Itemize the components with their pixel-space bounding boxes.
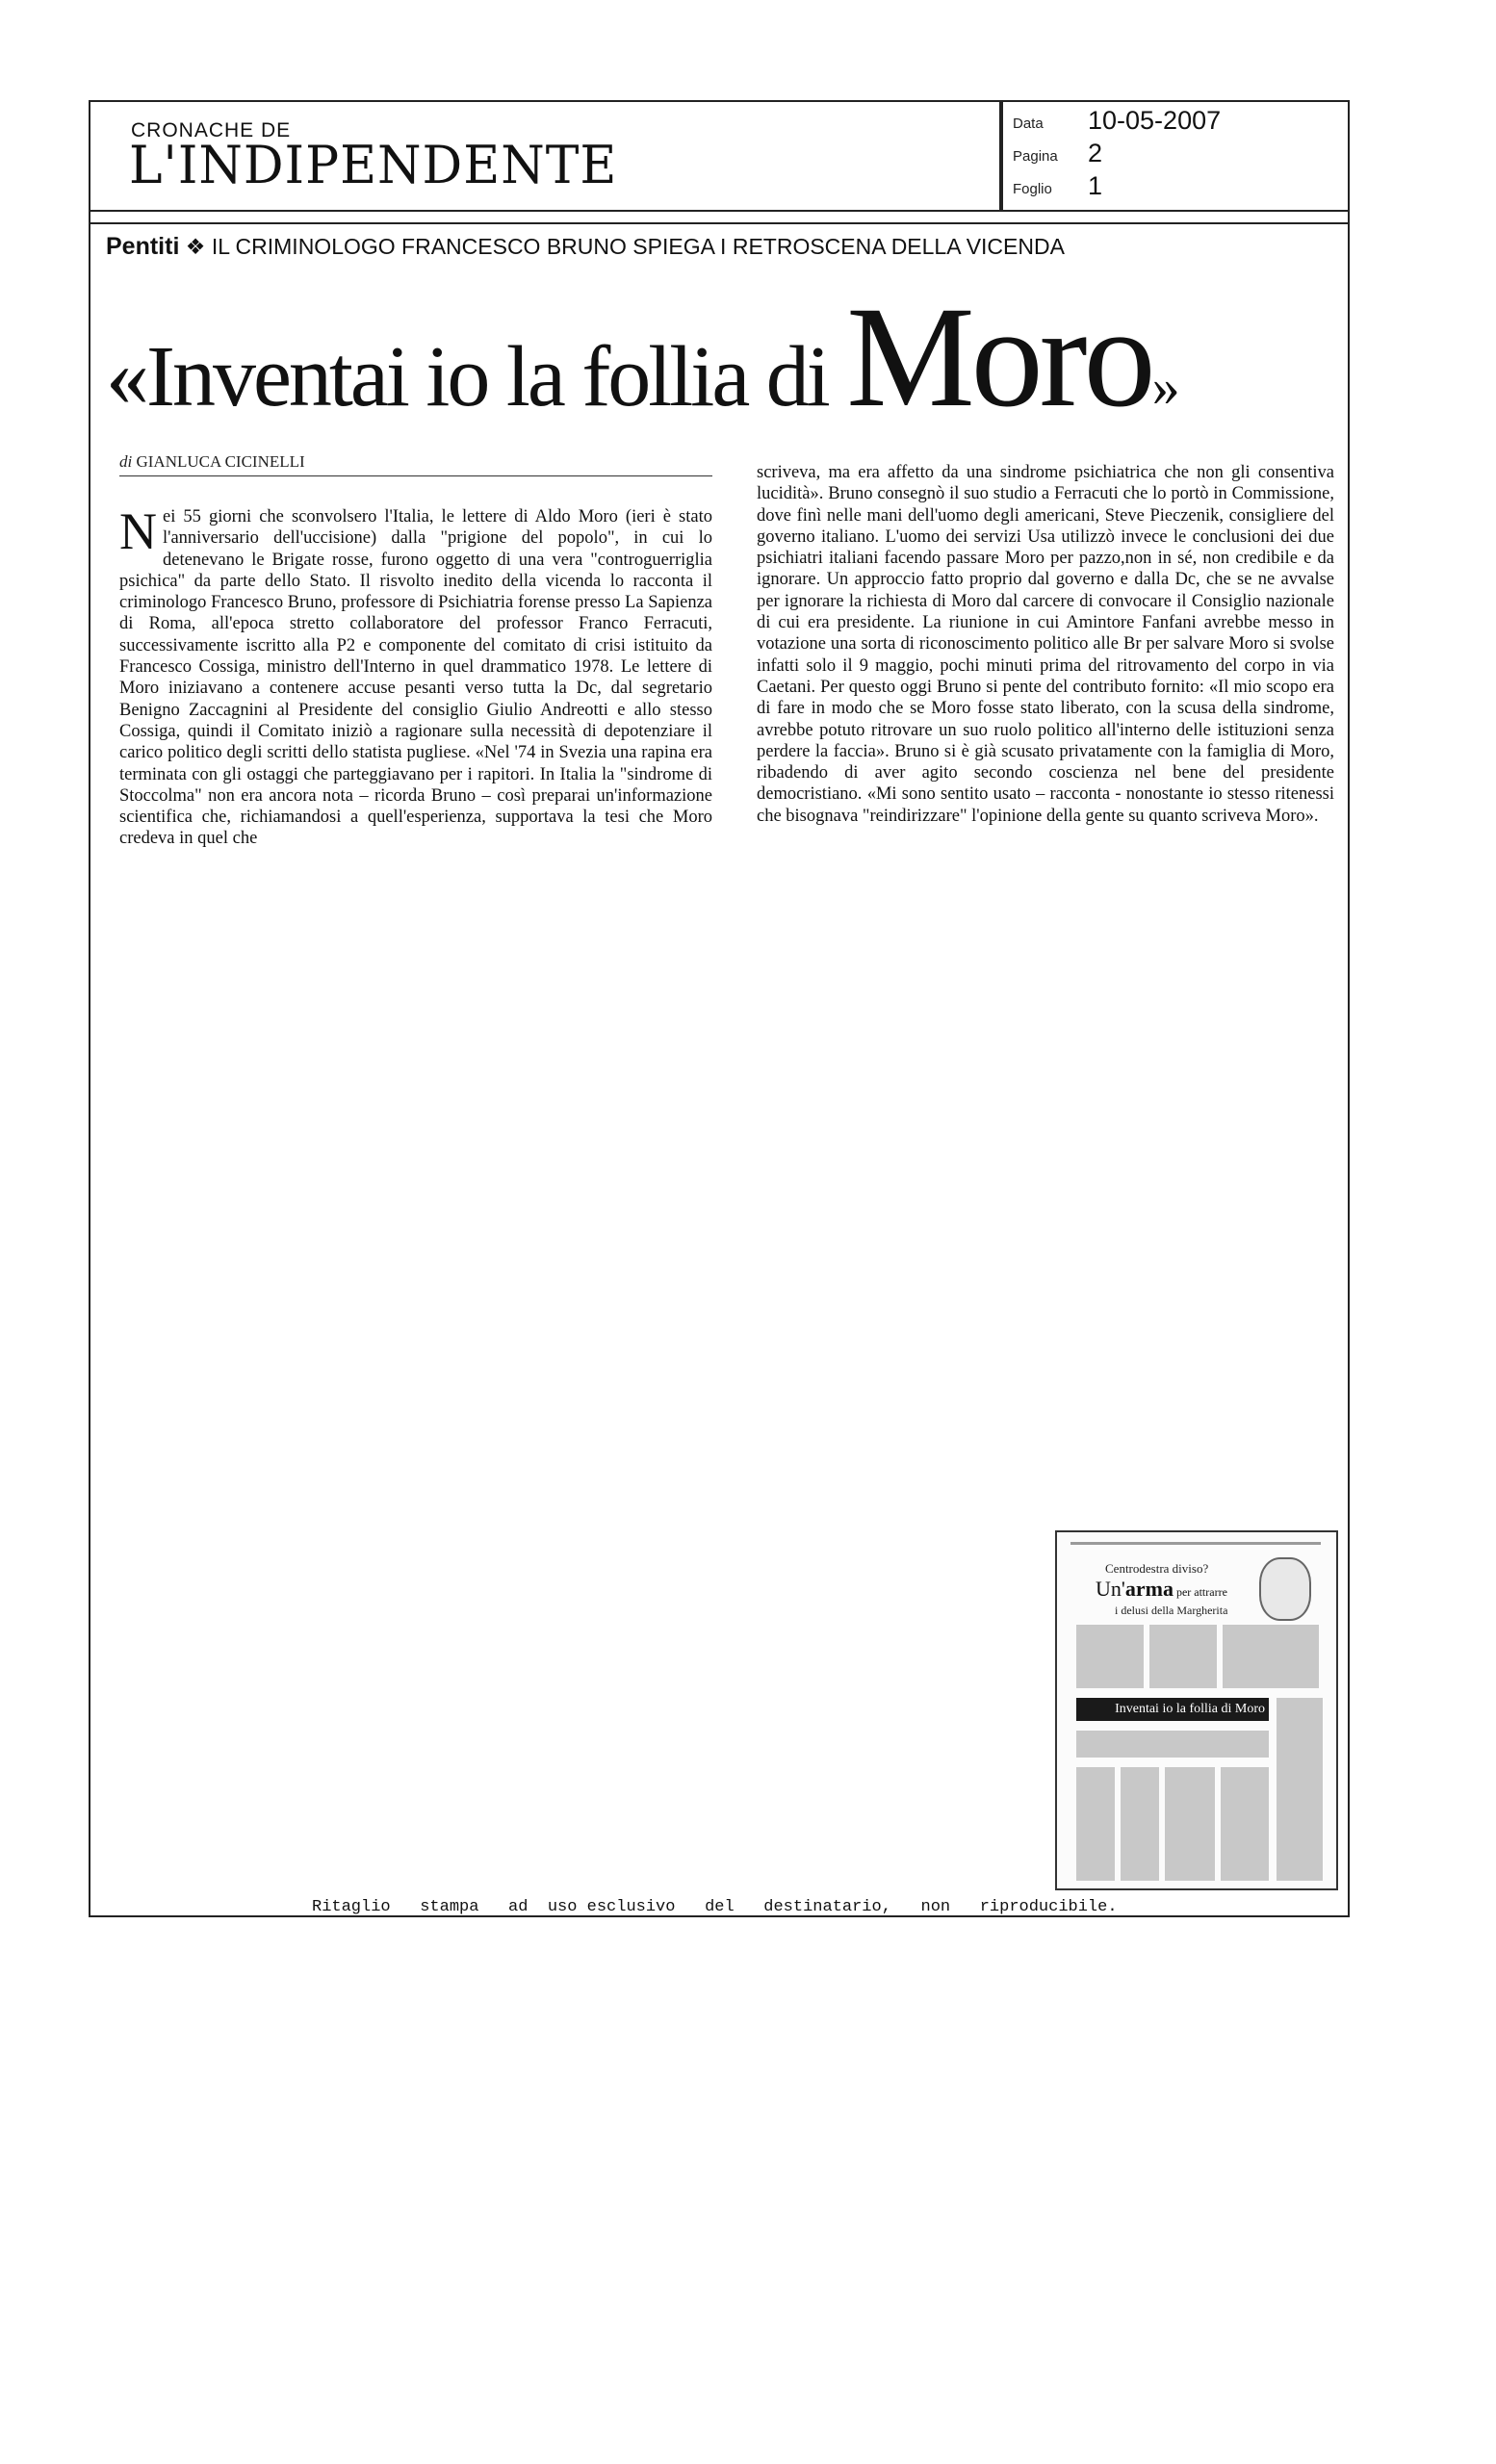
thumb-dark-headline: Inventai io la follia di Moro (1076, 1698, 1269, 1721)
sheet-value: 1 (1088, 171, 1103, 200)
article-column-2 (757, 462, 1334, 827)
page-label: Pagina (1013, 148, 1058, 165)
headline-open-quote: « (106, 329, 146, 424)
kicker-text: IL CRIMINOLOGO FRANCESCO BRUNO SPIEGA I RETROSCENA DELLA VICENDA (211, 234, 1065, 259)
masthead (89, 100, 1001, 212)
thumb-headline-1: Centrodestra diviso? (1105, 1561, 1209, 1576)
headline-close-quote: » (1151, 355, 1180, 418)
thumb-headline-2-big: arma (1124, 1577, 1174, 1601)
thumb-text-block (1076, 1767, 1115, 1881)
kicker-tag: Pentiti (106, 233, 180, 260)
date-value: 10-05-2007 (1088, 106, 1222, 135)
page-thumbnail (1055, 1530, 1338, 1890)
thumb-rule (1070, 1542, 1321, 1545)
masthead-section: CRONACHE DE (131, 119, 292, 141)
header-rule (89, 222, 1350, 224)
headline-big-word: Moro (846, 277, 1152, 437)
date-row (1003, 108, 1348, 137)
thumb-text-block (1121, 1767, 1159, 1881)
article-text-2: scriveva, ma era affetto da una sindrome psichiatrica che non gli consentiva lucidità». Bruno consegnò il suo studio a Ferracuti che lo portò in Commissione, dove finì nelle mani dell'uomo degli americani, Steve Pieczenik, consigliere del governo italiano. L'uomo dei servizi Usa utilizzò invece le conclusioni dei due psichiatri italiani facendo passare Moro per pazzo,non in sé, non credibile e da ignorare. Un approccio fatto proprio dal governo e dalla Dc, che se ne avvalse per ignorare la richiesta di Moro dal carcere di convocare il Consiglio nazionale di cui era presidente. La riunione in cui Amintore Fanfani avrebbe messo in votazione una sorta di riconoscimento politico alle Br per salvare Moro si svolse infatti solo il 9 maggio, pochi minuti prima del ritrovamento del corpo in via Caetani. Per questo oggi Bruno si pente del contributo fornito: «Il mio scopo era di fare in modo che se Moro fosse stato liberato, con la scusa della sindrome, avrebbe potuto ritrovare un suo ruolo politico all'interno delle istituzioni senza perdere la faccia». Bruno si è già scusato privatamente con la famiglia di Moro, ribadendo di aver agito secondo coscienza nel bene del presidente democristiano. «Mi sono sentito usato – racconta - nonostante io stesso ritenessi che bisognava "reindirizzare" l'opinione della gente su quanto scriveva Moro». (757, 463, 1334, 826)
thumb-text-block (1277, 1698, 1323, 1881)
thumb-text-block (1223, 1625, 1319, 1688)
thumb-headline-3: i delusi della Margherita (1115, 1604, 1228, 1617)
drop-cap: N (119, 502, 157, 560)
thumb-headline-2-post: per attrarre (1173, 1585, 1227, 1599)
thumb-text-block (1076, 1731, 1269, 1758)
byline-rule (119, 475, 712, 476)
portrait-image (1259, 1557, 1311, 1621)
headline-main: Inventai io la follia di (146, 329, 847, 424)
thumb-text-block (1076, 1625, 1144, 1688)
byline-author: GIANLUCA CICINELLI (136, 452, 305, 471)
thumb-headline-2-pre: Un' (1096, 1577, 1125, 1601)
sheet-label: Foglio (1013, 181, 1052, 197)
sheet-row (1003, 173, 1348, 202)
article-column-1 (119, 502, 712, 850)
page-value: 2 (1088, 139, 1103, 167)
masthead-logo: L'INDIPENDENTE (129, 135, 618, 196)
thumb-text-block (1149, 1625, 1217, 1688)
thumb-headline-2 (1096, 1577, 1227, 1602)
byline-prefix: di (119, 452, 133, 471)
date-label: Data (1013, 116, 1044, 132)
thumb-text-block (1165, 1767, 1215, 1881)
kicker (106, 233, 1065, 261)
footer-notice: Ritaglio stampa ad uso esclusivo del destinatario, non riproducibile. (312, 1898, 1118, 1916)
byline (119, 452, 305, 472)
info-box (1001, 100, 1350, 212)
headline (106, 277, 1180, 437)
diamond-icon: ❖ (185, 234, 206, 259)
thumb-text-block (1221, 1767, 1269, 1881)
page-row (1003, 141, 1348, 169)
article-text-1: ei 55 giorni che sconvolsero l'Italia, le lettere di Aldo Moro (ieri è stato l'anniversario dell'uccisione) dalla "prigione del popolo", in cui lo detenevano le Brigate rosse, furono oggetto di una vera "controguerriglia psichica" da parte dello Stato. Il risvolto inedito della vicenda lo racconta il criminologo Francesco Bruno, professore di Psichiatria forense presso La Sapienza di Roma, all'epoca stretto collaboratore del professor Franco Ferracuti, successivamente iscritto alla P2 e componente del comitato di crisi istituito da Francesco Cossiga, ministro dell'Interno in quel drammatico 1978. Le lettere di Moro iniziavano a contenere accuse pesanti verso tutta la Dc, dal segretario Benigno Zaccagnini al Presidente del consiglio Giulio Andreotti e allo stesso Cossiga, quindi il Comitato iniziò a ragionare sulla necessità di depotenziare il carico politico degli scritti dello statista pugliese. «Nel '74 in Svezia una rapina era terminata con gli ostaggi che parteggiavano per i rapitori. In Italia la "sindrome di Stoccolma" non era ancora nota – ricorda Bruno – così preparai un'informazione scientifica che, richiamandosi a quell'esperienza, supportava la tesi che Moro credeva in quel che (119, 507, 712, 849)
